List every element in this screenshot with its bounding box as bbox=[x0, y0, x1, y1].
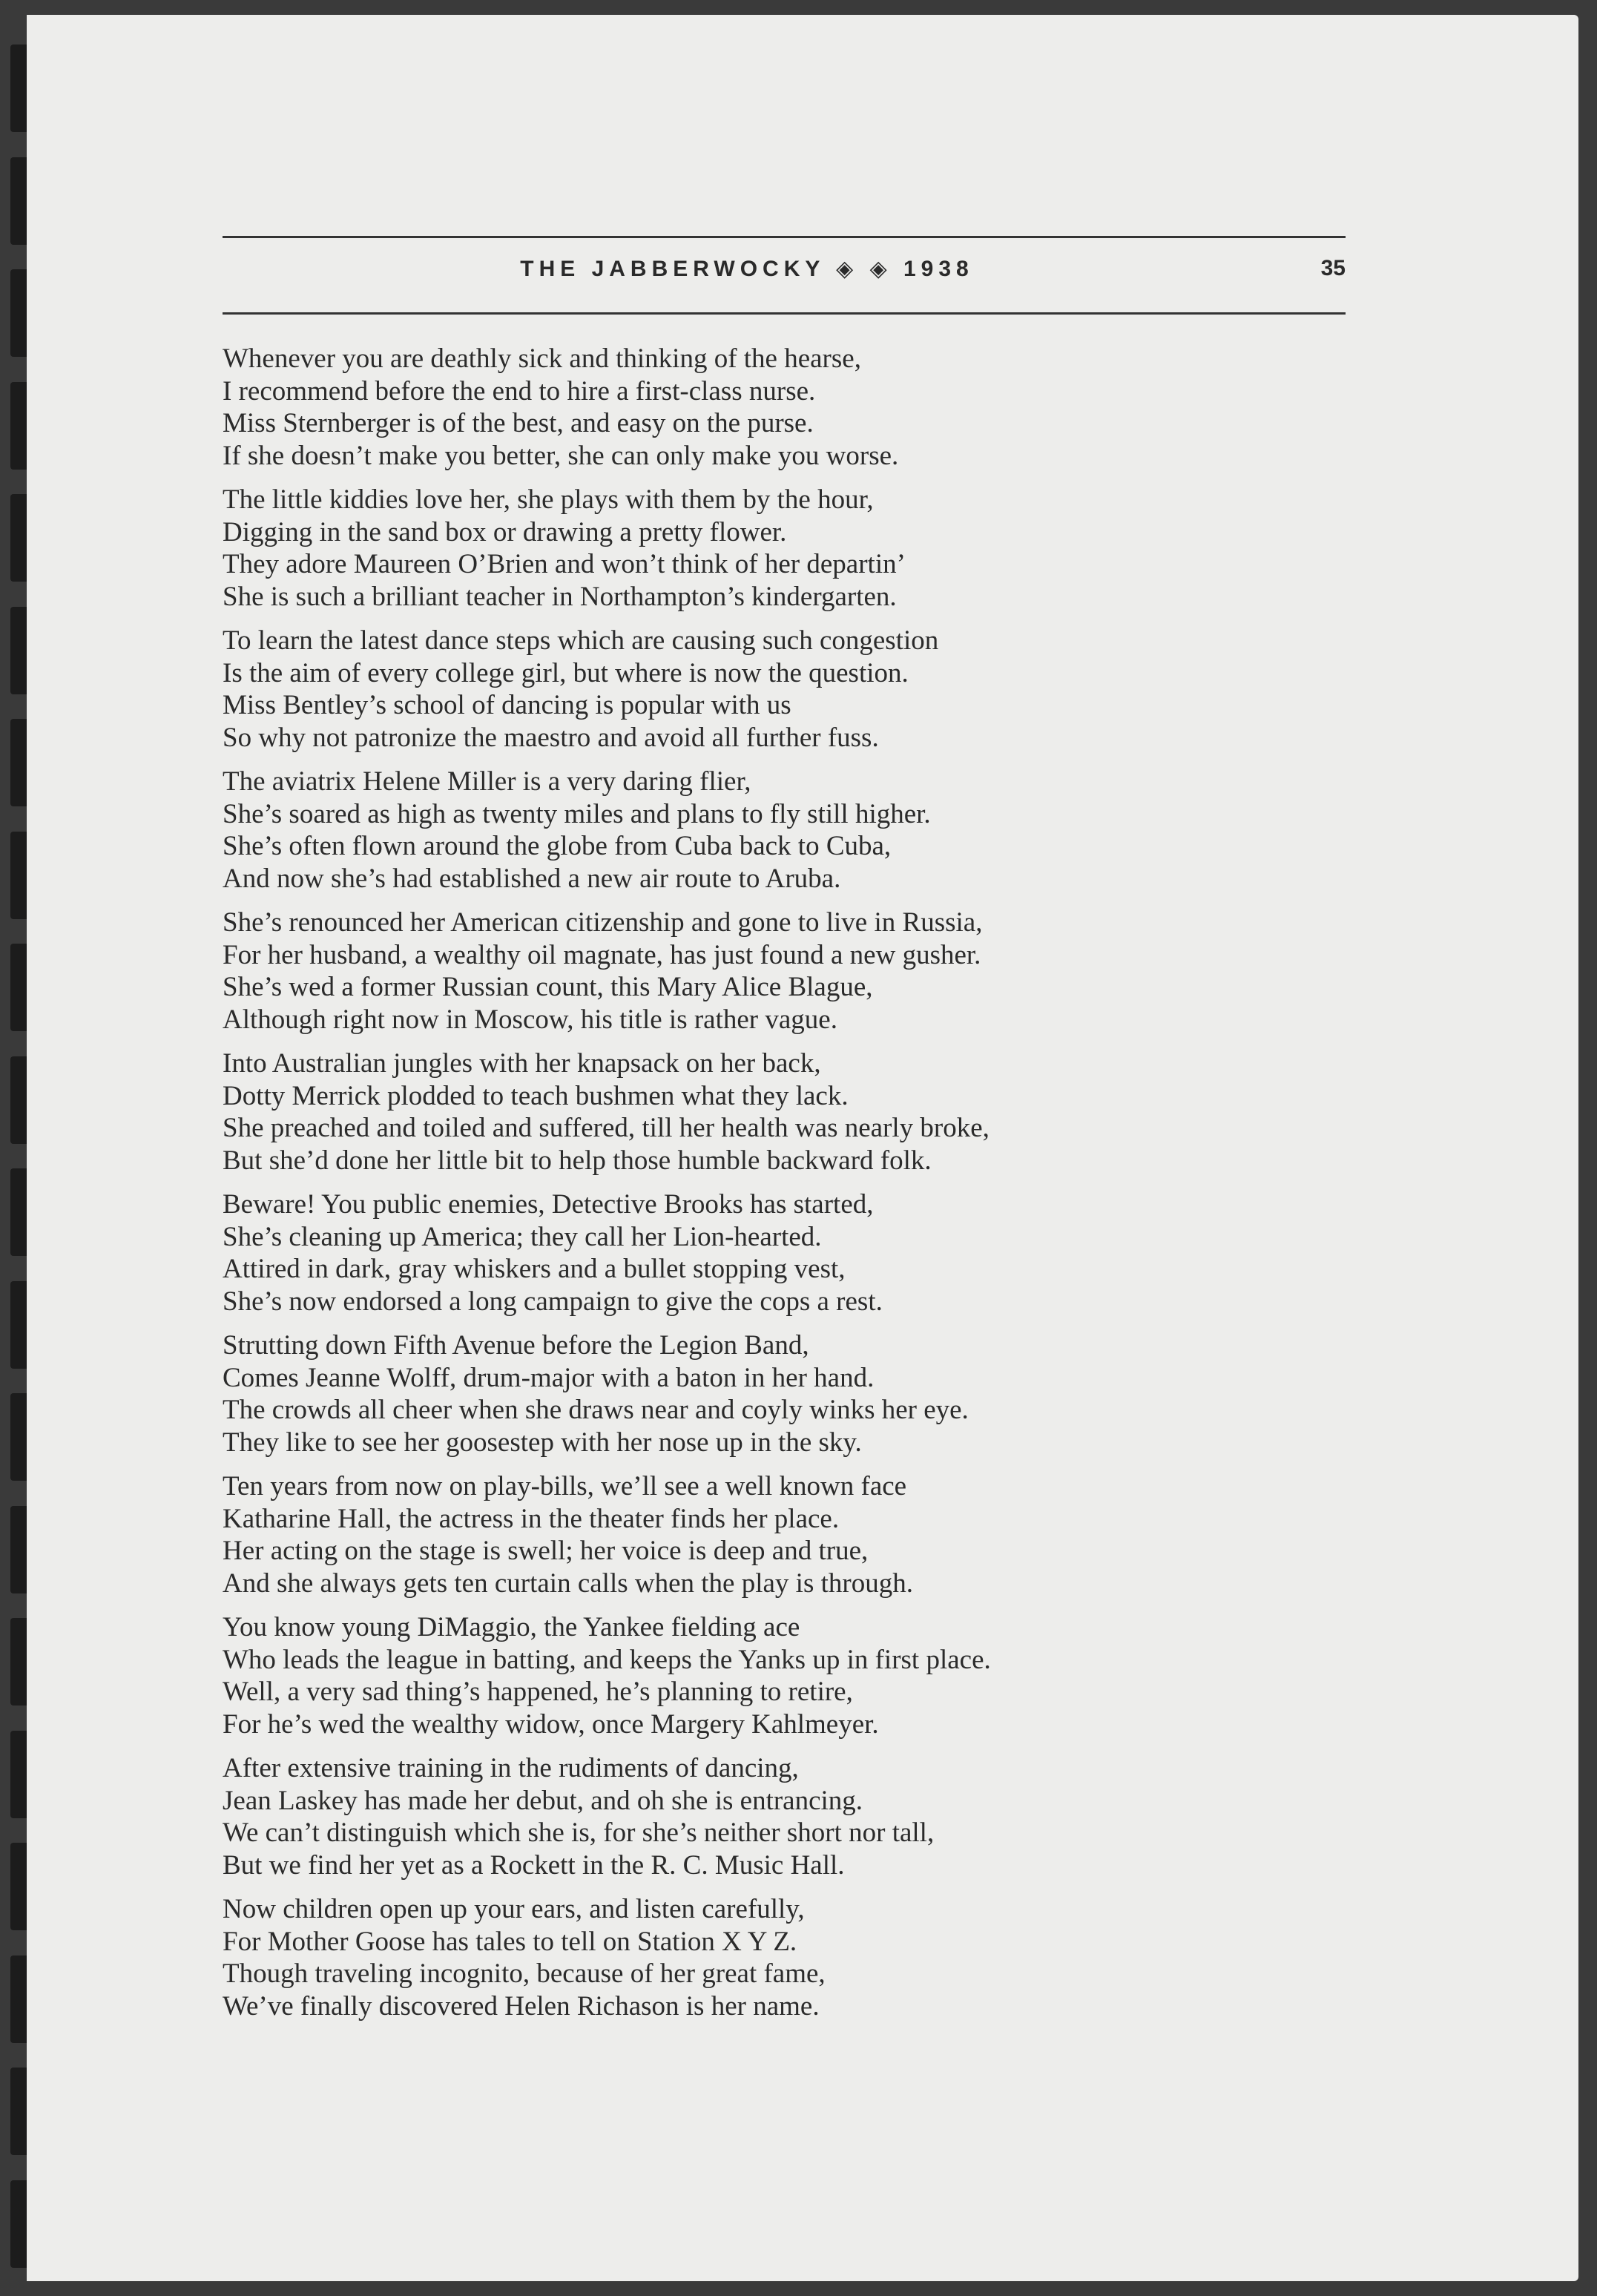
poem-line: We’ve finally discovered Helen Richason is her name. bbox=[223, 1990, 820, 2022]
poem-line: After extensive training in the rudiments of dancing, bbox=[223, 1753, 799, 1783]
poem-line: Is the aim of every college girl, but where is now the question. bbox=[223, 657, 909, 688]
poem-line: For he’s wed the wealthy widow, once Margery Kahlmeyer. bbox=[223, 1708, 879, 1740]
poem-line: Beware! You public enemies, Detective Brooks has started, bbox=[223, 1189, 874, 1220]
poem-line: You know young DiMaggio, the Yankee fielding ace bbox=[223, 1612, 800, 1642]
poem-line: Strutting down Fifth Avenue before the Legion Band, bbox=[223, 1330, 809, 1361]
poem-line: She is such a brilliant teacher in Northampton’s kindergarten. bbox=[223, 581, 897, 612]
stanza bbox=[223, 1752, 1380, 1881]
poem-line: She’s soared as high as twenty miles and plans to fly still higher. bbox=[223, 798, 931, 829]
poem-line: Jean Laskey has made her debut, and oh she is entrancing. bbox=[223, 1785, 863, 1816]
poem-line: And now she’s had established a new air route to Aruba. bbox=[223, 863, 841, 894]
publication-title: THE JABBERWOCKY ◈ ◈ 1938 bbox=[520, 257, 974, 281]
poem-line: But she’d done her little bit to help those humble backward folk. bbox=[223, 1145, 932, 1176]
poem-line: Now children open up your ears, and listen carefully, bbox=[223, 1894, 805, 1924]
poem-line: Dotty Merrick plodded to teach bushmen what they lack. bbox=[223, 1080, 849, 1111]
poem-line: She’s cleaning up America; they call her Lion-hearted. bbox=[223, 1221, 822, 1252]
poem-line: Digging in the sand box or drawing a pretty flower. bbox=[223, 516, 787, 547]
stanza bbox=[223, 1470, 1380, 1599]
stanza bbox=[223, 907, 1380, 1036]
poem-line: She preached and toiled and suffered, till her health was nearly broke, bbox=[223, 1113, 990, 1143]
poem-line: I recommend before the end to hire a first-class nurse. bbox=[223, 375, 816, 407]
poem-line: Who leads the league in batting, and keeps the Yanks up in first place. bbox=[223, 1644, 991, 1675]
poem-line: The aviatrix Helene Miller is a very daring flier, bbox=[223, 766, 751, 797]
poem-line: Comes Jeanne Wolff, drum-major with a baton in her hand. bbox=[223, 1362, 875, 1393]
poem-line: Into Australian jungles with her knapsack on her back, bbox=[223, 1048, 821, 1079]
poem-line: She’s now endorsed a long campaign to give the cops a rest. bbox=[223, 1286, 883, 1317]
stanza bbox=[223, 1329, 1380, 1458]
stanza bbox=[223, 766, 1380, 895]
poem-line: She’s wed a former Russian count, this Mary Alice Blague, bbox=[223, 972, 873, 1002]
stanza bbox=[223, 1893, 1380, 2022]
poem-line: If she doesn’t make you better, she can only make you worse. bbox=[223, 440, 899, 471]
poem-line: But we find her yet as a Rockett in the R. C. Music Hall. bbox=[223, 1849, 845, 1881]
poem-line: Ten years from now on play-bills, we’ll see a well known face bbox=[223, 1471, 907, 1501]
stanza bbox=[223, 1611, 1380, 1740]
running-header bbox=[223, 236, 1346, 315]
poem-body bbox=[223, 343, 1380, 2034]
poem-line: The crowds all cheer when she draws near and coyly winks her eye. bbox=[223, 1395, 969, 1425]
poem-line: We can’t distinguish which she is, for she’s neither short nor tall, bbox=[223, 1818, 935, 1848]
poem-line: Miss Sternberger is of the best, and easy on the purse. bbox=[223, 408, 814, 438]
poem-line: Though traveling incognito, because of her great fame, bbox=[223, 1958, 826, 1989]
stanza bbox=[223, 1188, 1380, 1318]
stanza bbox=[223, 343, 1380, 472]
poem-line: She’s often flown around the globe from Cuba back to Cuba, bbox=[223, 831, 892, 861]
poem-line: And she always gets ten curtain calls when the play is through. bbox=[223, 1568, 913, 1599]
poem-line: To learn the latest dance steps which are causing such congestion bbox=[223, 625, 939, 656]
poem-line: For Mother Goose has tales to tell on Station X Y Z. bbox=[223, 1926, 797, 1957]
poem-line: They adore Maureen O’Brien and won’t think of her departin’ bbox=[223, 549, 906, 579]
poem-line: Although right now in Moscow, his title is rather vague. bbox=[223, 1004, 837, 1035]
poem-line: Her acting on the stage is swell; her voice is deep and true, bbox=[223, 1536, 869, 1566]
poem-line: Whenever you are deathly sick and thinking of the hearse, bbox=[223, 343, 861, 374]
poem-line: Well, a very sad thing’s happened, he’s planning to retire, bbox=[223, 1677, 853, 1707]
stanza bbox=[223, 1047, 1380, 1177]
poem-line: For her husband, a wealthy oil magnate, has just found a new gusher. bbox=[223, 939, 981, 970]
stanza bbox=[223, 484, 1380, 613]
stanza bbox=[223, 625, 1380, 754]
poem-line: So why not patronize the maestro and avoid all further fuss. bbox=[223, 722, 879, 753]
poem-line: Katharine Hall, the actress in the theater finds her place. bbox=[223, 1503, 840, 1534]
poem-line: They like to see her goosestep with her nose up in the sky. bbox=[223, 1427, 862, 1458]
poem-line: She’s renounced her American citizenship and gone to live in Russia, bbox=[223, 907, 983, 938]
page-number: 35 bbox=[1320, 256, 1346, 280]
poem-line: Attired in dark, gray whiskers and a bullet stopping vest, bbox=[223, 1254, 846, 1284]
poem-line: The little kiddies love her, she plays with them by the hour, bbox=[223, 484, 874, 515]
poem-line: Miss Bentley’s school of dancing is popular with us bbox=[223, 690, 791, 720]
